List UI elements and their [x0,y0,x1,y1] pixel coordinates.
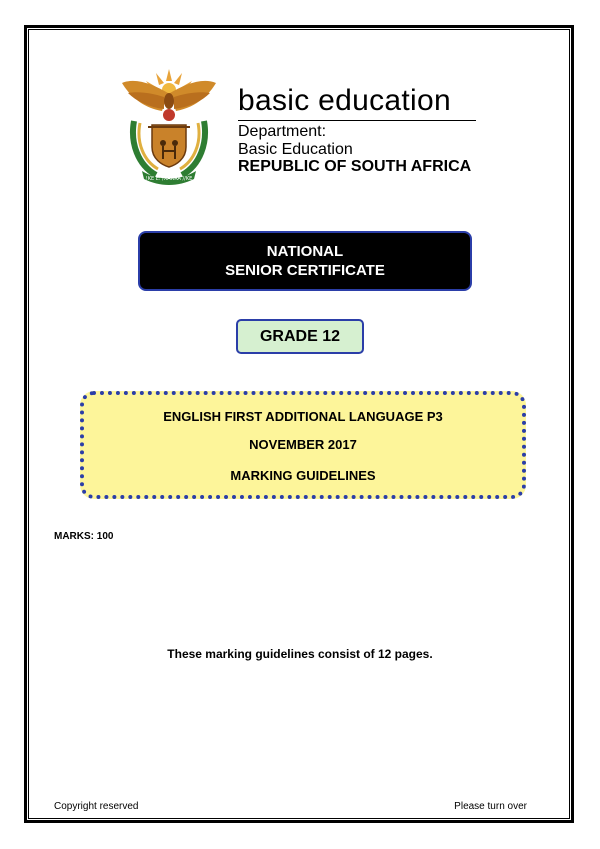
total-marks: MARKS: 100 [54,531,114,542]
department-name: Basic Education [238,141,353,158]
brand-divider [238,120,476,121]
page-count-note: These marking guidelines consist of 12 pages. [167,647,433,661]
certificate-line-1: NATIONAL [266,243,344,260]
coat-of-arms-icon [118,63,220,187]
exam-session: NOVEMBER 2017 [249,437,357,452]
subject-panel [80,391,526,499]
brand-name: basic education [238,84,451,117]
department-label: Department: [238,123,327,140]
grade-badge: GRADE 12 [236,319,364,354]
document-type: MARKING GUIDELINES [230,468,376,483]
copyright-footer: Copyright reserved [54,801,139,812]
certificate-banner [138,231,472,291]
country-name: REPUBLIC OF SOUTH AFRICA [238,158,472,175]
svg-text:!KE E: /XARRA //KE: !KE E: /XARRA //KE [145,176,193,182]
certificate-line-2: SENIOR CERTIFICATE [225,262,385,279]
turn-over-footer: Please turn over [454,801,527,812]
subject-name: ENGLISH FIRST ADDITIONAL LANGUAGE P3 [163,409,443,424]
